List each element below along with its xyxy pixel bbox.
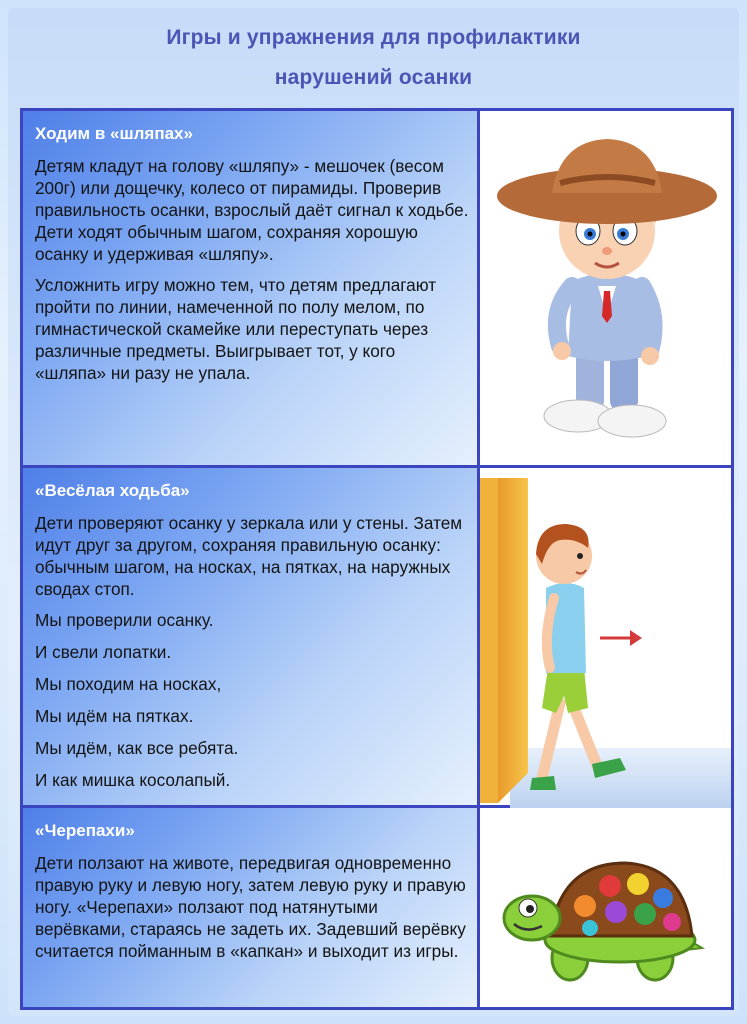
- section-heading: «Весёлая ходьба»: [35, 481, 190, 500]
- section-hats-text: [23, 111, 480, 465]
- poem-line: Мы походим на носках,: [35, 674, 222, 694]
- boy-at-wall-icon: [480, 468, 731, 808]
- boy-at-wall-illustration: [480, 468, 731, 805]
- poem-line: Мы идём, как все ребята.: [35, 738, 239, 758]
- turtle-icon: [480, 808, 731, 1007]
- section-turtles-text: [23, 808, 480, 1007]
- page-title: [0, 18, 747, 98]
- section-paragraph: Детям кладут на голову «шляпу» - мешочек (весом 200г) или дощечку, колесо от пирамиды. Проверив правильность осанки, взрослый даёт сигнал к ходьбе. Дети ходят обычным шагом, сохраняя хорошую осанку и удерживая «шляпу».: [35, 156, 469, 264]
- section-merry-walk-text: [23, 468, 480, 805]
- boy-in-hat-illustration: [480, 111, 731, 465]
- title-line-2: нарушений осанки: [274, 66, 473, 89]
- section-turtles: [23, 808, 731, 1007]
- title-line-1: Игры и упражнения для профилактики: [166, 26, 581, 49]
- games-table: [20, 108, 734, 1010]
- section-paragraph: Усложнить игру можно тем, что детям предлагают пройти по линии, намеченной по полу мелом, по гимнастической скамейке или переступать через различные предметы. Выигрывает тот, у кого «шляпа» ни разу не упала.: [35, 275, 437, 383]
- poem-line: Мы проверили осанку.: [35, 610, 214, 630]
- section-paragraph: Дети проверяют осанку у зеркала или у стены. Затем идут друг за другом, сохраняя правильную осанку: обычным шагом, на носках, на пятках, на наружных сводах стоп.: [35, 513, 463, 599]
- section-heading: «Черепахи»: [35, 821, 135, 840]
- section-paragraph: Дети ползают на животе, передвигая одновременно правую руку и левую ногу, затем левую руку и правую ногу. «Черепахи» ползают под натянутыми верёвками, стараясь не задеть их. Задевший верёвку считается пойманным в «капкан» и выходит из игры.: [35, 853, 466, 961]
- section-heading: Ходим в «шляпах»: [35, 124, 193, 143]
- section-merry-walk: [23, 468, 731, 808]
- section-hats: [23, 111, 731, 468]
- poem-line: И как мишка косолапый.: [35, 770, 231, 790]
- poem-line: Мы идём на пятках.: [35, 706, 194, 726]
- poem-line: И свели лопатки.: [35, 642, 172, 662]
- boy-in-hat-icon: [480, 111, 731, 468]
- turtle-illustration: [480, 808, 731, 1007]
